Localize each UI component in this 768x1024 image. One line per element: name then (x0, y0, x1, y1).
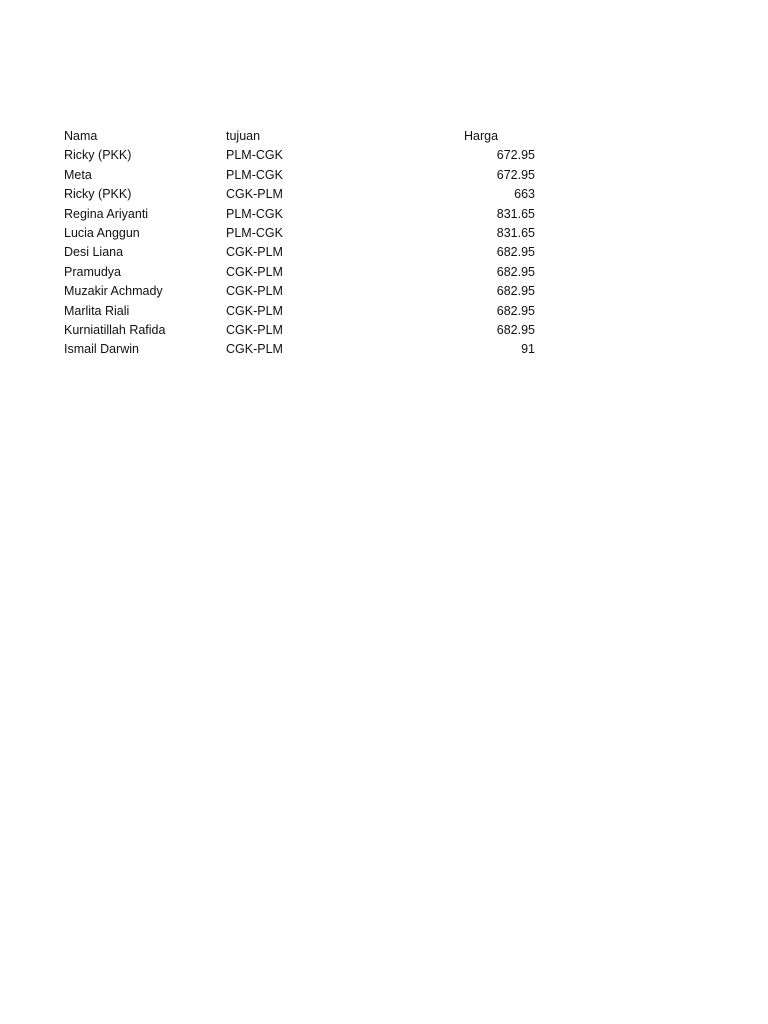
cell-nama: Ricky (PKK) (64, 148, 132, 163)
table-row (64, 243, 544, 262)
cell-tujuan: CGK-PLM (226, 303, 283, 318)
cell-tujuan: PLM-CGK (226, 206, 283, 221)
cell-nama: Regina Ariyanti (64, 206, 149, 221)
cell-harga: 831.65 (496, 225, 535, 240)
cell-tujuan: PLM-CGK (226, 225, 283, 240)
cell-tujuan: PLM-CGK (226, 148, 283, 163)
table-row (64, 224, 544, 243)
table-row (64, 185, 544, 204)
cell-tujuan: CGK-PLM (226, 245, 283, 260)
cell-tujuan: CGK-PLM (226, 284, 283, 299)
cell-harga: 682.95 (496, 322, 535, 337)
header-tujuan: tujuan (226, 129, 261, 143)
cell-harga: 672.95 (496, 148, 535, 163)
cell-tujuan: CGK-PLM (226, 264, 283, 279)
cell-nama: Pramudya (64, 264, 121, 279)
table-row (64, 205, 544, 224)
table-header-row (64, 127, 544, 146)
cell-harga: 682.95 (496, 303, 535, 318)
table-row (64, 340, 544, 359)
cell-harga: 682.95 (496, 284, 535, 299)
header-nama: Nama (64, 129, 98, 143)
table-row (64, 166, 544, 185)
cell-harga: 682.95 (496, 245, 535, 260)
cell-nama: Lucia Anggun (64, 225, 140, 240)
cell-tujuan: CGK-PLM (226, 322, 283, 337)
table-row (64, 146, 544, 165)
cell-nama: Desi Liana (64, 245, 124, 260)
table-row (64, 302, 544, 321)
cell-tujuan: CGK-PLM (226, 187, 283, 202)
cell-nama: Meta (64, 167, 92, 182)
cell-nama: Ismail Darwin (64, 342, 140, 357)
cell-harga: 682.95 (496, 264, 535, 279)
cell-nama: Muzakir Achmady (64, 284, 163, 299)
cell-nama: Marlita Riali (64, 303, 130, 318)
cell-tujuan: PLM-CGK (226, 167, 283, 182)
cell-harga: 831.65 (496, 206, 535, 221)
table-row (64, 282, 544, 301)
cell-nama: Ricky (PKK) (64, 187, 132, 202)
cell-tujuan: CGK-PLM (226, 342, 283, 357)
cell-harga: 663 (514, 187, 535, 202)
table-row (64, 321, 544, 340)
cell-nama: Kurniatillah Rafida (64, 322, 166, 337)
cell-harga: 91 (521, 342, 535, 357)
price-table (64, 127, 544, 360)
header-harga: Harga (464, 129, 499, 143)
cell-harga: 672.95 (496, 167, 535, 182)
table-row (64, 263, 544, 282)
